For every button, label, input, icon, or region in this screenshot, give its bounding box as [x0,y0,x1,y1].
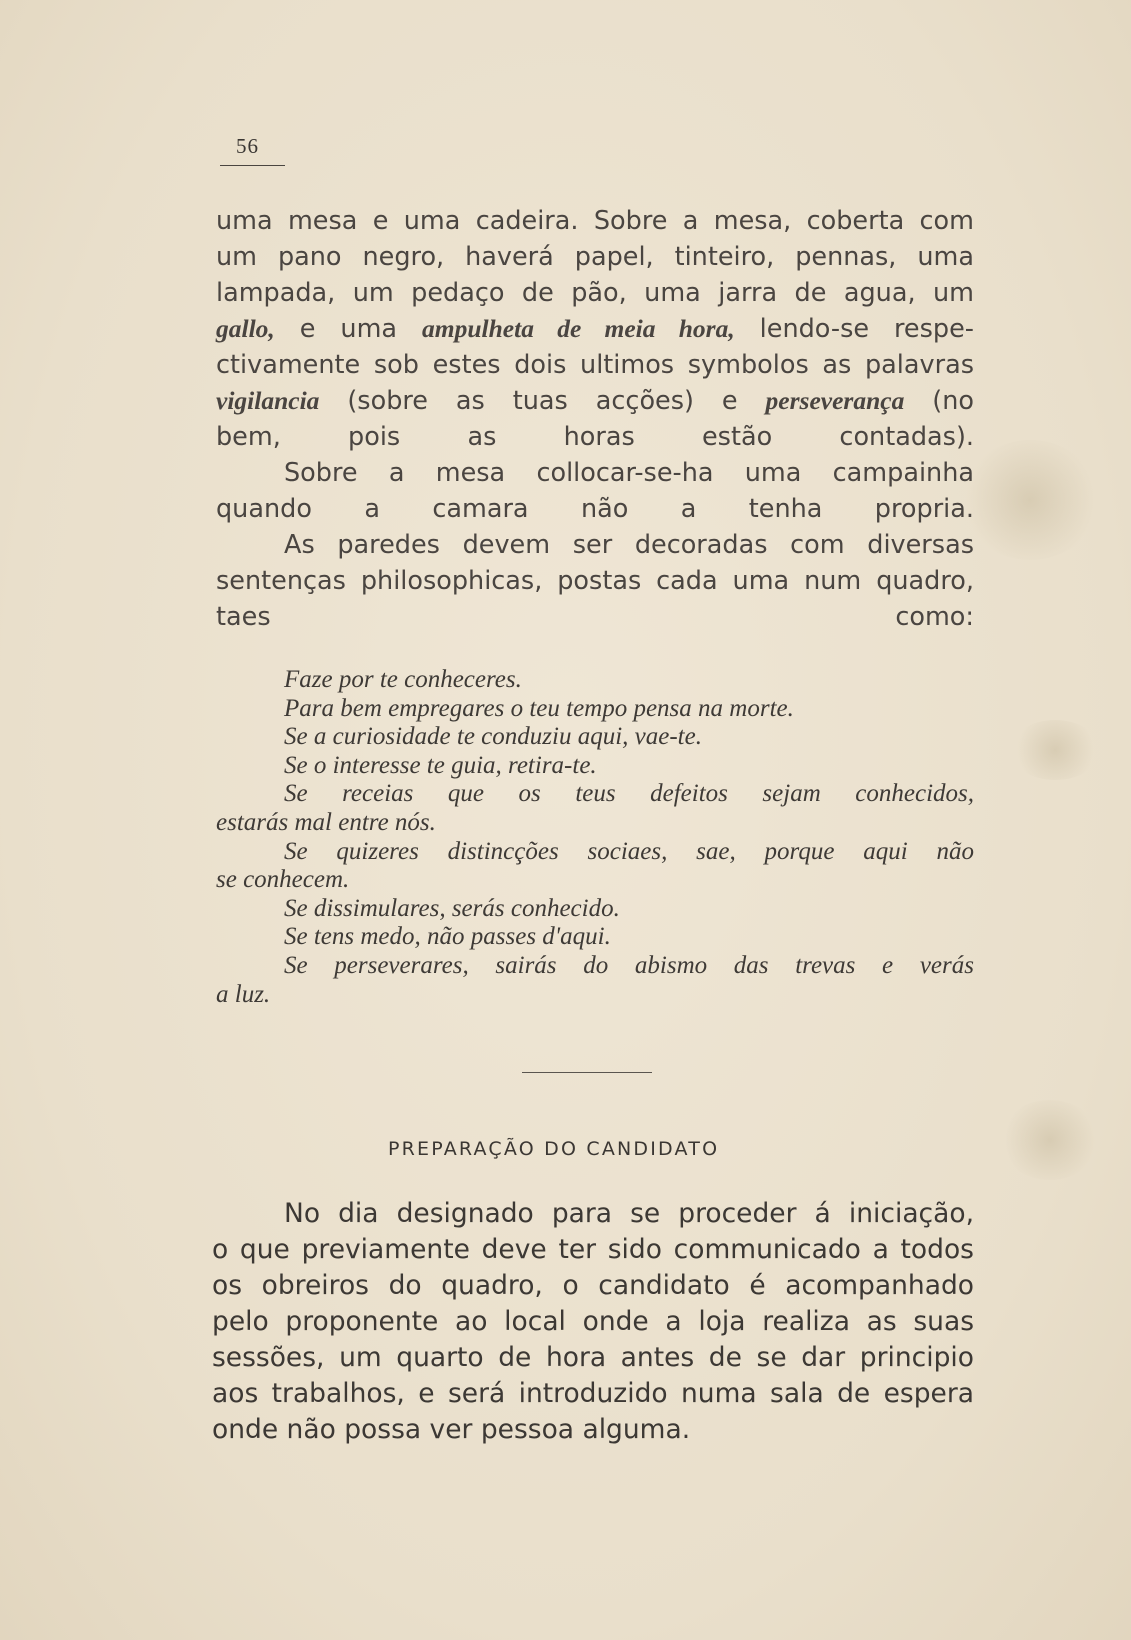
sentence-continuation: a luz. [216,980,271,1008]
paper-stain [1000,1100,1100,1180]
text-line: aos trabalhos, e será introduzido numa sala de espera [212,1378,974,1409]
italic-word: perseverança [765,386,905,415]
text-line: o que previamente deve ter sido communicado a todos [212,1234,974,1265]
sentence: Para bem empregares o teu tempo pensa na morte. [284,694,794,722]
italic-word: vigilancia [216,386,320,415]
text-line: onde não possa ver pessoa alguma. [212,1414,691,1445]
sentence: Se quizeres distincções sociaes, sae, porque aqui não [284,837,974,865]
section-heading: PREPARAÇÃO DO CANDIDATO [388,1138,720,1160]
text-line: lampada, um pedaço de pão, uma jarra de agua, um [216,278,974,308]
text-line: sessões, um quarto de hora antes de se dar principio [212,1342,974,1373]
sentence-continuation: estarás mal entre nós. [216,808,436,836]
sentence: Se dissimulares, serás conhecido. [284,894,620,922]
text-line [216,311,974,347]
paragraph-4 [212,1196,974,1448]
page-number: 56 [236,134,259,158]
sentence: Se receias que os teus defeitos sejam conhecidos, [284,780,974,808]
sentence: Se o interesse te guia, retira-te. [284,751,597,779]
text-line: uma mesa e uma cadeira. Sobre a mesa, coberta com [216,206,974,236]
text-line: ctivamente sob estes dois ultimos symbolos as palavras [216,350,974,380]
paper-stain [1010,720,1100,780]
italic-word: gallo, [216,314,275,343]
text-run: (no [904,386,974,416]
text-line: os obreiros do quadro, o candidato é acompanhado [212,1270,974,1301]
text-line: bem, pois as horas estão contadas). [216,422,974,452]
paragraph-1 [216,203,974,635]
sentence-continuation: se conhecem. [216,866,350,894]
text-run: lendo-se respe- [734,314,974,344]
text-line: No dia designado para se proceder á iniciação, [284,1198,974,1229]
text-line: Sobre a mesa collocar-se-ha uma campainha [284,458,974,488]
philosophical-sentences [216,666,974,1009]
section-separator [522,1072,652,1073]
text-line: taes como: [216,602,974,632]
paper-stain [960,440,1100,560]
sentence: Se perseverares, sairás do abismo das trevas e verás [284,951,974,979]
text-line: pelo proponente ao local onde a loja realiza as suas [212,1306,974,1337]
text-line: sentenças philosophicas, postas cada uma num quadro, [216,566,974,596]
text-line: As paredes devem ser decoradas com diversas [284,530,974,560]
text-line: quando a camara não a tenha propria. [216,494,974,524]
sentence: Se a curiosidade te conduziu aqui, vae-te. [284,723,702,751]
text-line: um pano negro, haverá papel, tinteiro, pennas, uma [216,242,974,272]
italic-phrase: ampulheta de meia hora, [422,314,735,343]
text-run: e uma [274,314,423,344]
text-run: (sobre as tuas acções) e [319,386,766,416]
text-line [216,383,974,419]
sentence: Se tens medo, não passes d'aqui. [284,923,611,951]
sentence: Faze por te conheceres. [284,666,522,693]
page-number-rule [220,165,285,166]
